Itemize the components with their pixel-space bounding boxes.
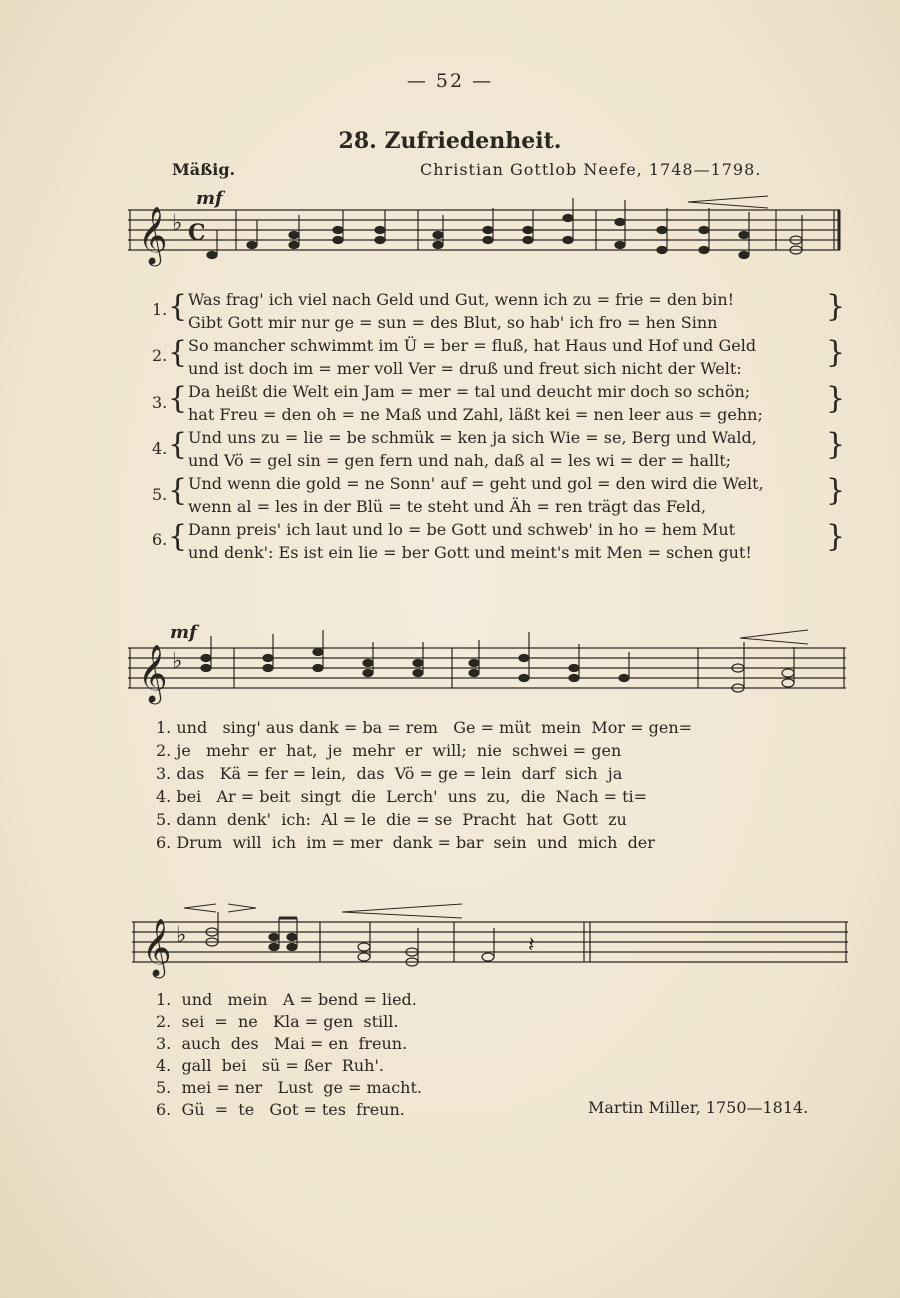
svg-text:𝄽: 𝄽	[528, 933, 535, 958]
verse-number-2: 2.	[152, 346, 168, 365]
stanza-line: wenn al = les in der Blü = te steht und Äh = ren trägt das Feld,	[188, 497, 707, 516]
music-staff-system-3	[132, 900, 852, 980]
brace-icon: {	[168, 427, 188, 462]
lyric-line: 1. und mein A = bend = lied.	[156, 990, 417, 1009]
music-staff-system-1	[128, 190, 848, 280]
verse-number-6: 6.	[152, 530, 168, 549]
flat-icon: ♭	[172, 649, 183, 674]
lyric-line: 5. mei = ner Lust ge = macht.	[156, 1078, 422, 1097]
stanza-line: hat Freu = den oh = ne Maß und Zahl, läßt kei = nen leer aus = gehn;	[188, 405, 763, 424]
lyric-line: 2. sei = ne Kla = gen still.	[156, 1012, 399, 1031]
lyric-line: 4. bei Ar = beit singt die Lerch' uns zu, die Nach = ti=	[156, 787, 648, 806]
stanza-line: Dann preis' ich laut und lo = be Gott und schweb' in ho = hem Mut	[188, 520, 736, 539]
stanza-line: So mancher schwimmt im Ü = ber = fluß, hat Haus und Hof und Geld	[188, 336, 757, 355]
stanza-line: und denk': Es ist ein lie = ber Gott und meint's mit Men = schen gut!	[188, 543, 752, 562]
composer-credit: Christian Gottlob Neefe, 1748—1798.	[420, 160, 762, 179]
flat-icon: ♭	[176, 923, 187, 948]
treble-clef-icon: 𝄞	[138, 206, 168, 264]
stanza-line: Was frag' ich viel nach Geld und Gut, wenn ich zu = frie = den bin!	[188, 290, 735, 309]
brace-close-icon: }	[826, 473, 846, 508]
verse-number-3: 3.	[152, 393, 168, 412]
lyric-line: 5. dann denk' ich: Al = le die = se Pracht hat Gott zu	[156, 810, 627, 829]
stanza-line: und Vö = gel sin = gen fern und nah, daß al = les wi = der = hallt;	[188, 451, 732, 470]
lyric-line: 1. und sing' aus dank = ba = rem Ge = müt mein Mor = gen=	[156, 718, 693, 737]
lyric-line: 4. gall bei sü = ßer Ruh'.	[156, 1056, 384, 1075]
dynamic-marking-1: mf	[196, 188, 223, 209]
brace-close-icon: }	[826, 427, 846, 462]
stanza-line: Da heißt die Welt ein Jam = mer = tal und deucht mir doch so schön;	[188, 382, 751, 401]
flat-icon: ♭	[172, 211, 183, 236]
brace-close-icon: }	[826, 335, 846, 370]
page-number: — 52 —	[406, 70, 494, 92]
lyric-line: 6. Drum will ich im = mer dank = bar sein und mich der	[156, 833, 655, 852]
lyric-line: 2. je mehr er hat, je mehr er will; nie schwei = gen	[156, 741, 622, 760]
brace-close-icon: }	[826, 289, 846, 324]
treble-clef-icon: 𝄞	[138, 644, 168, 702]
brace-icon: {	[168, 473, 188, 508]
brace-icon: {	[168, 519, 188, 554]
svg-text:C: C	[188, 220, 206, 246]
brace-close-icon: }	[826, 519, 846, 554]
stanza-line: Und uns zu = lie = be schmük = ken ja sich Wie = se, Berg und Wald,	[188, 428, 757, 447]
song-title: 28. Zufriedenheit.	[338, 128, 562, 154]
lyric-line: 3. das Kä = fer = lein, das Vö = ge = lein darf sich ja	[156, 764, 623, 783]
poet-credit: Martin Miller, 1750—1814.	[588, 1098, 809, 1117]
brace-icon: {	[168, 335, 188, 370]
stanza-line: Und wenn die gold = ne Sonn' auf = geht und gol = den wird die Welt,	[188, 474, 764, 493]
brace-icon: {	[168, 289, 188, 324]
verse-number-1: 1.	[152, 300, 168, 319]
stanza-line: und ist doch im = mer voll Ver = druß und freut sich nicht der Welt:	[188, 359, 742, 378]
music-staff-system-2	[128, 622, 848, 712]
tempo-marking: Mäßig.	[172, 160, 236, 179]
brace-icon: {	[168, 381, 188, 416]
dynamic-marking-2: mf	[170, 622, 197, 643]
brace-close-icon: }	[826, 381, 846, 416]
verse-number-4: 4.	[152, 439, 168, 458]
lyric-line: 3. auch des Mai = en freun.	[156, 1034, 408, 1053]
verse-number-5: 5.	[152, 485, 168, 504]
lyric-line: 6. Gü = te Got = tes freun.	[156, 1100, 405, 1119]
treble-clef-icon: 𝄞	[142, 918, 172, 976]
stanza-line: Gibt Gott mir nur ge = sun = des Blut, so hab' ich fro = hen Sinn	[188, 313, 718, 332]
